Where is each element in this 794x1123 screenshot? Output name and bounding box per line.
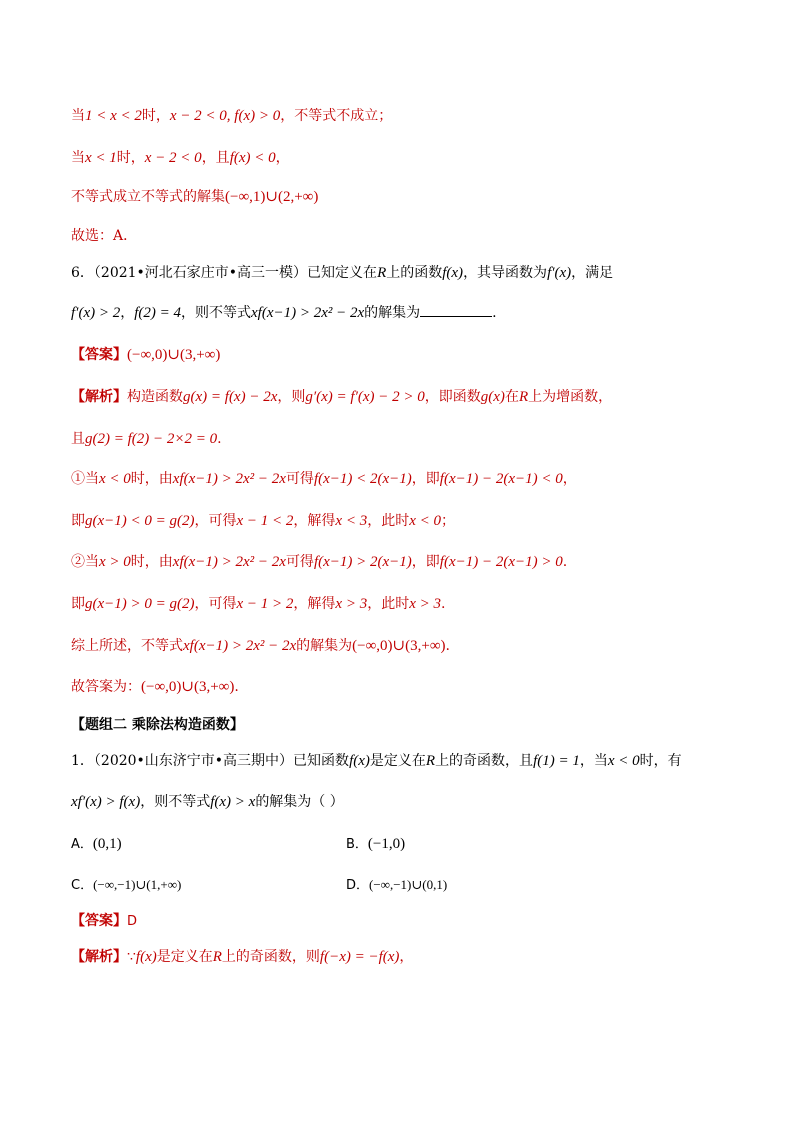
text: 上为增函数， [528,389,613,405]
formula: f′(x) > 2 [71,305,121,321]
text-line-3 [71,187,318,207]
text: 时， [116,150,145,166]
formula: x − 1 < 2 [236,513,294,529]
option-label: A． [71,837,93,852]
text-line-1 [71,106,392,126]
text: 构造函数 [127,389,183,405]
option-a [71,834,122,855]
analysis-line-7 [71,636,450,656]
text: ，解得 [293,596,336,612]
text: 当 [71,108,85,124]
formula: g′(x) = f′(x) − 2 > 0 [305,389,425,405]
formula: g(x−1) < 0 = g(2) [85,513,195,529]
answer-1 [71,911,137,932]
formula: f(x) < 0 [229,150,276,166]
text: ，即函数 [424,389,481,405]
option-d [346,875,447,896]
text: 故选：A． [71,228,138,244]
text: 的解集为（ ） [255,794,344,810]
analysis-label: 【解析】 [71,949,127,965]
formula: (−∞,1)∪(2,+∞) [225,189,319,205]
text: 时，由 [130,471,173,487]
text: ，解得 [293,513,336,529]
formula: (−∞,0)∪(3,+∞) [141,679,235,695]
formula: f(x) [135,949,157,965]
answer-label: 【答案】 [71,913,127,929]
formula: xf(x−1) > 2x² − 2x [251,305,365,321]
formula: xf(x−1) > 2x² − 2x [172,554,286,570]
formula: f(x) [442,265,464,281]
formula: g(x) = f(x) − 2x [183,389,278,405]
text: . [562,554,568,570]
option-b [346,834,405,855]
analysis-line-4 [71,511,455,531]
text: 时，有 [639,753,682,769]
formula: xf(x−1) > 2x² − 2x [172,471,286,487]
text: ，不等式不成立； [280,108,393,124]
text: . [492,305,497,321]
formula: x < 0 [409,513,441,529]
formula: g(x) [480,389,505,405]
formula: 1 < x < 2 [85,108,142,124]
answer-text: D [127,914,138,929]
text: 时，由 [130,554,173,570]
formula: x < 3 [335,513,368,529]
text: ，即 [411,554,440,570]
formula: (−∞,0)∪(3,+∞) [352,638,446,654]
formula: f(x) > x [210,794,256,810]
text: ， [562,471,577,487]
text: 是定义在 [156,949,213,965]
formula: xf(x−1) > 2x² − 2x [183,638,297,654]
formula: g(2) = f(2) − 2×2 = 0 [85,431,218,447]
option-label: C． [71,878,94,893]
formula: x > 0 [99,554,131,570]
formula: xf′(x) > f(x) [71,794,141,810]
text: ①当 [71,471,99,487]
analysis-line-5 [71,552,567,572]
formula: R [425,753,436,769]
group-heading [71,715,244,735]
formula: x − 2 < 0 [144,150,202,166]
text: 不等式成立不等式的解集 [71,189,225,205]
text: . [445,638,450,654]
option-label: D． [346,878,370,893]
formula: x < 1 [85,150,117,166]
formula: R [212,949,222,965]
formula: f′(x) [547,265,572,281]
formula: f(x−1) − 2(x−1) < 0 [439,471,563,487]
text: ，当 [579,753,608,769]
text: ，其导函数为 [463,265,548,281]
formula: f(x) [349,753,370,769]
text: 综上所述，不等式 [71,638,183,654]
text: ，此时 [367,513,410,529]
analysis-line-3 [71,469,577,489]
option-c [71,875,181,896]
text: . [440,596,446,612]
text: 的解集为 [364,305,421,321]
text: . [217,431,222,447]
text: ，则不等式 [140,794,211,810]
text: ，满足 [571,265,614,281]
formula: f(1) = 1 [533,753,580,769]
formula: (0,1) [92,836,122,852]
text: 且 [71,431,85,447]
formula: g(x−1) > 0 = g(2) [85,596,195,612]
text: 上的函数 [386,265,443,281]
analysis-1-line-1 [71,947,413,967]
question-6-line-2 [71,303,497,323]
text: 当 [71,150,85,166]
text: ②当 [71,554,99,570]
text-line-4 [71,226,137,246]
text: 即 [71,596,85,612]
analysis-line-2 [71,429,222,449]
text: 时， [141,108,170,124]
formula: x − 1 > 2 [236,596,294,612]
text: ，可得 [194,596,237,612]
formula: x > 3 [335,596,368,612]
formula: f(2) = 4 [134,305,181,321]
text: 是定义在 [369,753,426,769]
text: 可得 [285,554,314,570]
formula: f(x−1) < 2(x−1) [313,471,412,487]
answer-blank [420,304,492,317]
formula: (−∞,−1)∪(1,+∞) [93,877,182,892]
text: ； [440,513,455,529]
formula: (−∞,0)∪(3,+∞) [127,347,221,363]
text: ，此时 [367,596,410,612]
text: 6．（2021•河北石家庄市•高三一模）已知定义在 [71,265,378,281]
option-label: B． [346,837,368,852]
text-line-2 [71,148,290,168]
answer-6 [71,345,220,365]
analysis-line-1 [71,387,612,407]
text: 的解集为 [296,638,353,654]
analysis-line-6 [71,594,445,614]
text: ， [275,150,290,166]
analysis-line-8 [71,677,239,697]
analysis-label: 【解析】 [71,389,127,405]
text: ，可得 [194,513,237,529]
heading-text: 【题组二 乘除法构造函数】 [71,717,244,733]
formula: x − 2 < 0, f(x) > 0 [169,108,281,124]
text: . [234,679,239,695]
formula: f(−x) = −f(x) [319,949,400,965]
text: ，即 [411,471,440,487]
answer-label: 【答案】 [71,347,127,363]
text: 1．（2020•山东济宁市•高三期中）已知函数 [71,753,350,769]
formula: (−1,0) [367,836,406,852]
formula: x < 0 [99,471,131,487]
text: ， [399,949,414,965]
text: 可得 [285,471,314,487]
question-1-line-2 [71,792,344,812]
text: 即 [71,513,85,529]
text: ，且 [201,150,230,166]
formula: R [377,265,387,281]
text: ∵ [127,949,136,965]
text: ， [120,305,135,321]
text: ，则不等式 [181,305,251,321]
formula: f(x−1) > 2(x−1) [313,554,412,570]
question-6-line-1 [71,263,613,283]
text: 上的奇函数，则 [221,949,320,965]
formula: R [518,389,529,405]
formula: f(x−1) − 2(x−1) > 0 [439,554,563,570]
formula: x < 0 [607,753,640,769]
text: 故答案为： [71,679,141,695]
question-1-line-1 [71,751,682,771]
formula: (−∞,−1)∪(0,1) [369,877,448,892]
formula: x > 3 [409,596,441,612]
text: 上的奇函数，且 [435,753,534,769]
text: 在 [504,389,519,405]
text: ，则 [277,389,306,405]
